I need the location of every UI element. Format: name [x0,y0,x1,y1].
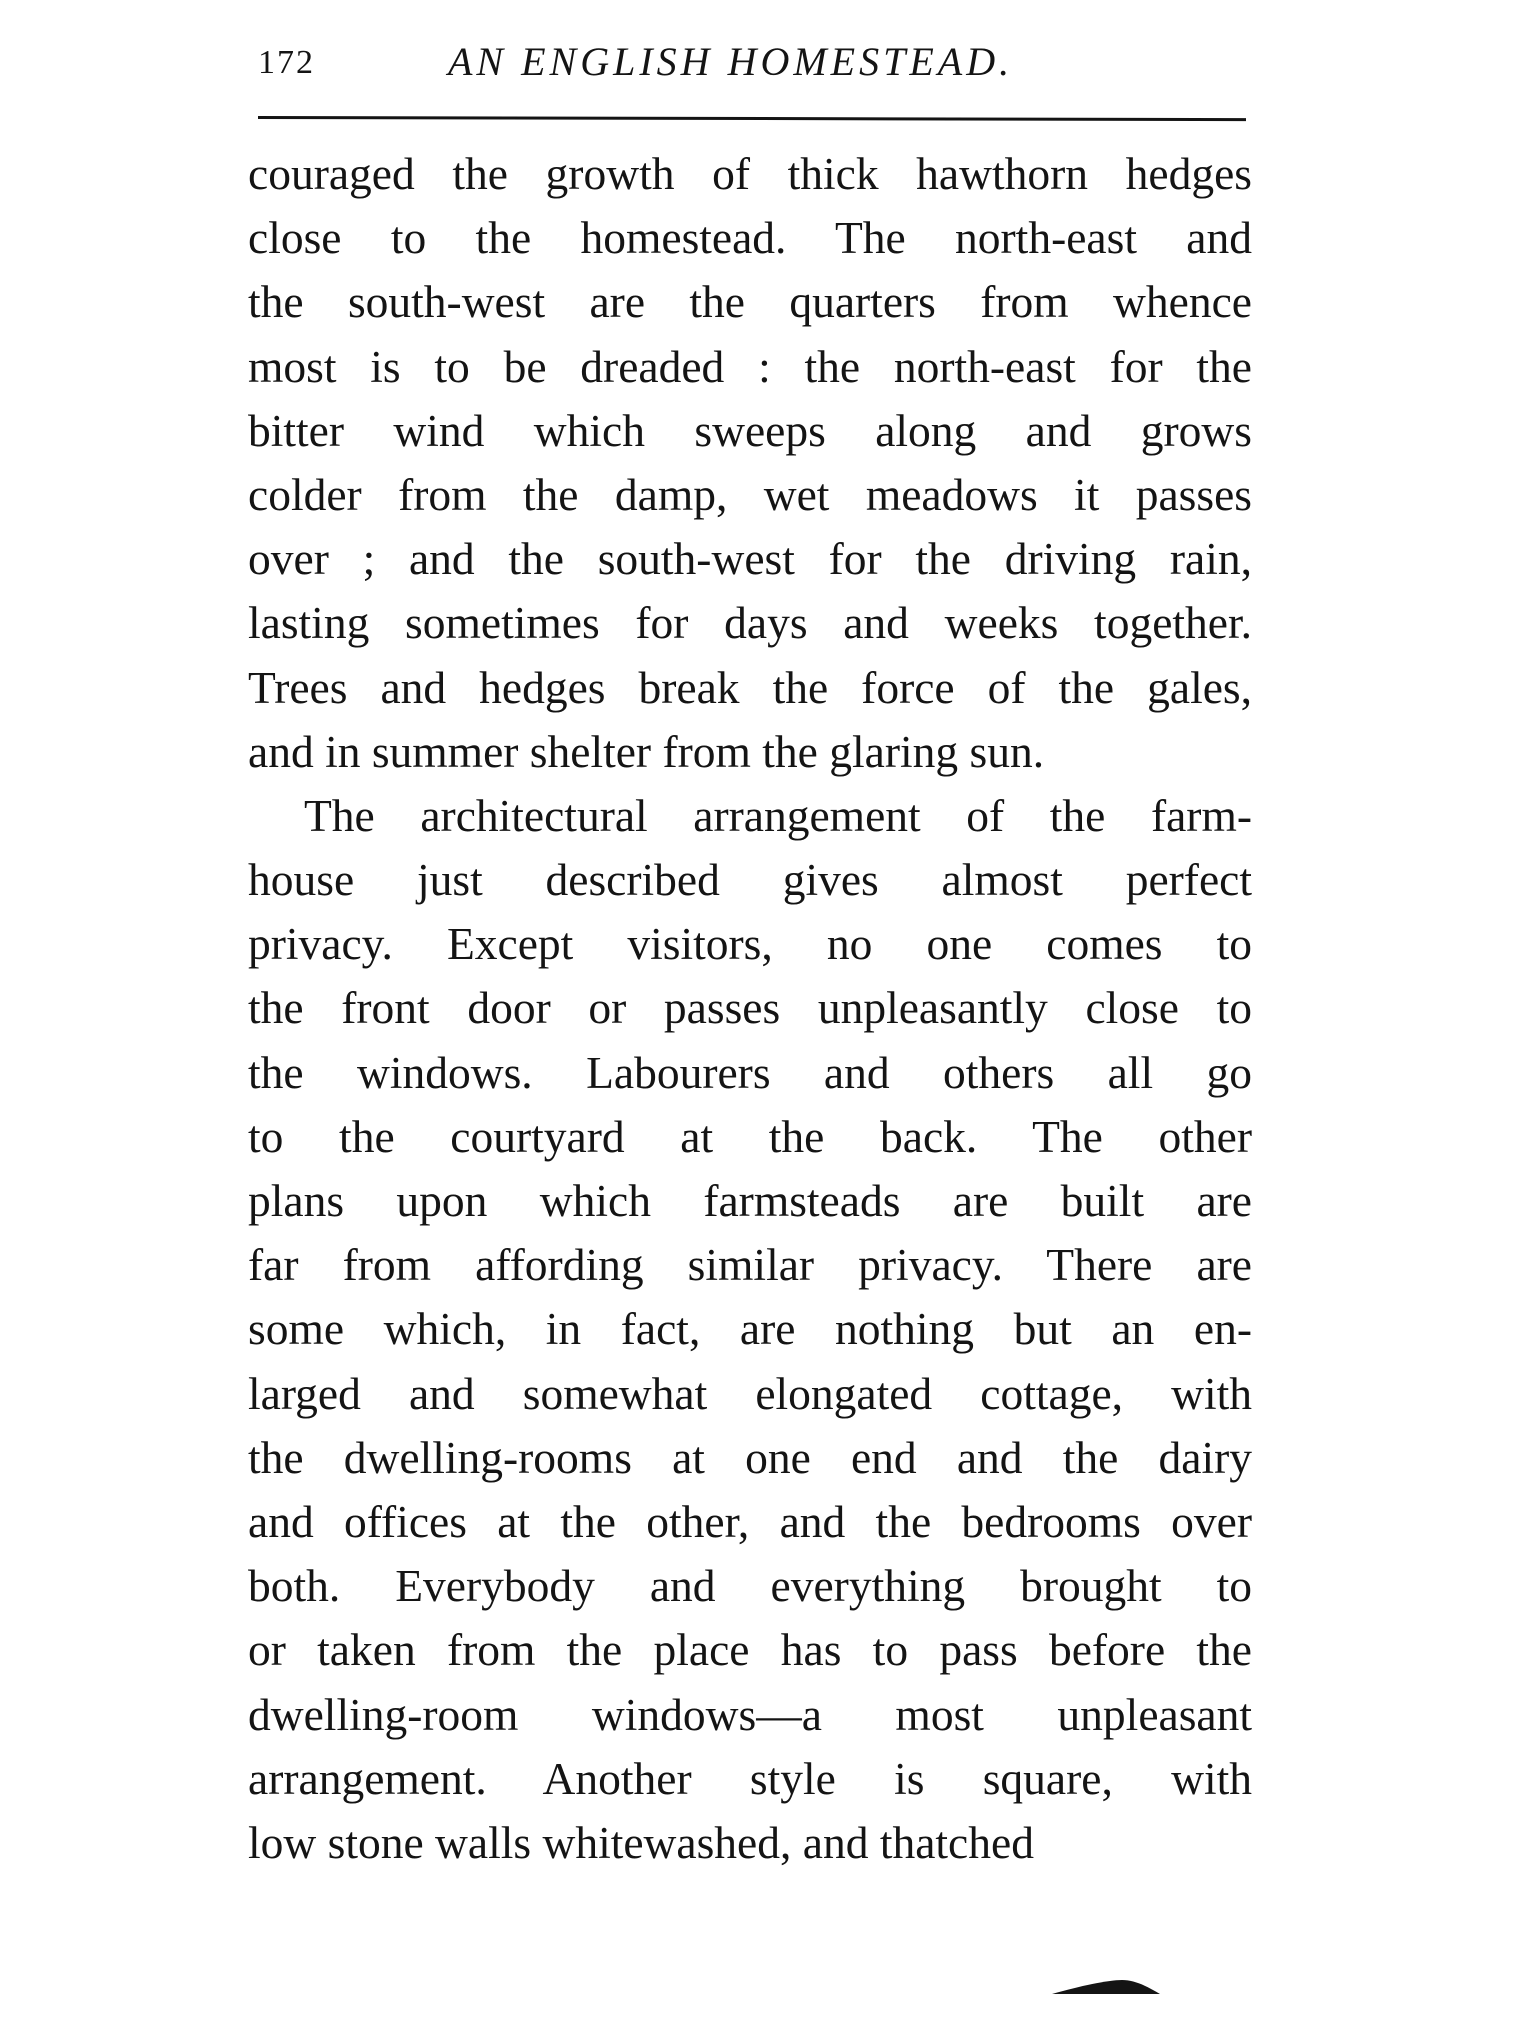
paragraph [248,142,1252,784]
body-text [248,142,1252,1875]
text-line: plans upon which farmsteads are built are [248,1175,1252,1226]
text-line: far from affording similar privacy. There are [248,1239,1252,1291]
text-line: the front door or passes unpleasantly close to [248,982,1252,1034]
text-line: privacy. Except visitors, no one comes to [248,918,1252,970]
text-line: and in summer shelter from the glaring sun. [248,725,1045,777]
tailpiece-ornament [1050,1976,1162,1998]
text-line: The architectural arrangement of the farm- [304,789,1252,841]
text-line: the windows. Labourers and others all go [248,1046,1252,1098]
header-rule [258,116,1246,121]
text-line: larged and somewhat elongated cottage, with [248,1367,1252,1419]
text-line: some which, in fact, are nothing but an en- [248,1303,1252,1355]
running-head: AN ENGLISH HOMESTEAD. [448,39,1014,84]
text-line: to the courtyard at the back. The other [248,1110,1252,1162]
text-line: bitter wind which sweeps along and grows [248,404,1252,456]
page-number: 172 [258,44,315,81]
text-line: couraged the growth of thick hawthorn hedges [248,148,1252,199]
text-line: lasting sometimes for days and weeks together. [248,597,1252,649]
text-line: and offices at the other, and the bedrooms over [248,1495,1252,1547]
text-line: most is to be dreaded : the north-east for the [248,340,1252,392]
text-line: the dwelling-rooms at one end and the dairy [248,1431,1252,1483]
page-header [258,38,1246,98]
text-line: colder from the damp, wet meadows it passes [248,468,1252,520]
text-line: close to the homestead. The north-east and [248,212,1252,264]
text-line: dwelling-room windows—a most unpleasant [248,1688,1252,1740]
text-line: over ; and the south-west for the driving rain, [248,533,1252,585]
text-line: low stone walls whitewashed, and thatched [248,1816,1034,1868]
text-line: or taken from the place has to pass before the [248,1624,1252,1676]
text-line: both. Everybody and everything brought to [248,1560,1252,1612]
text-line: house just described gives almost perfect [248,854,1252,906]
paragraph [248,784,1252,1875]
text-line: the south-west are the quarters from whence [248,276,1252,328]
text-line: arrangement. Another style is square, with [248,1752,1252,1804]
text-line: Trees and hedges break the force of the gales, [248,661,1252,713]
